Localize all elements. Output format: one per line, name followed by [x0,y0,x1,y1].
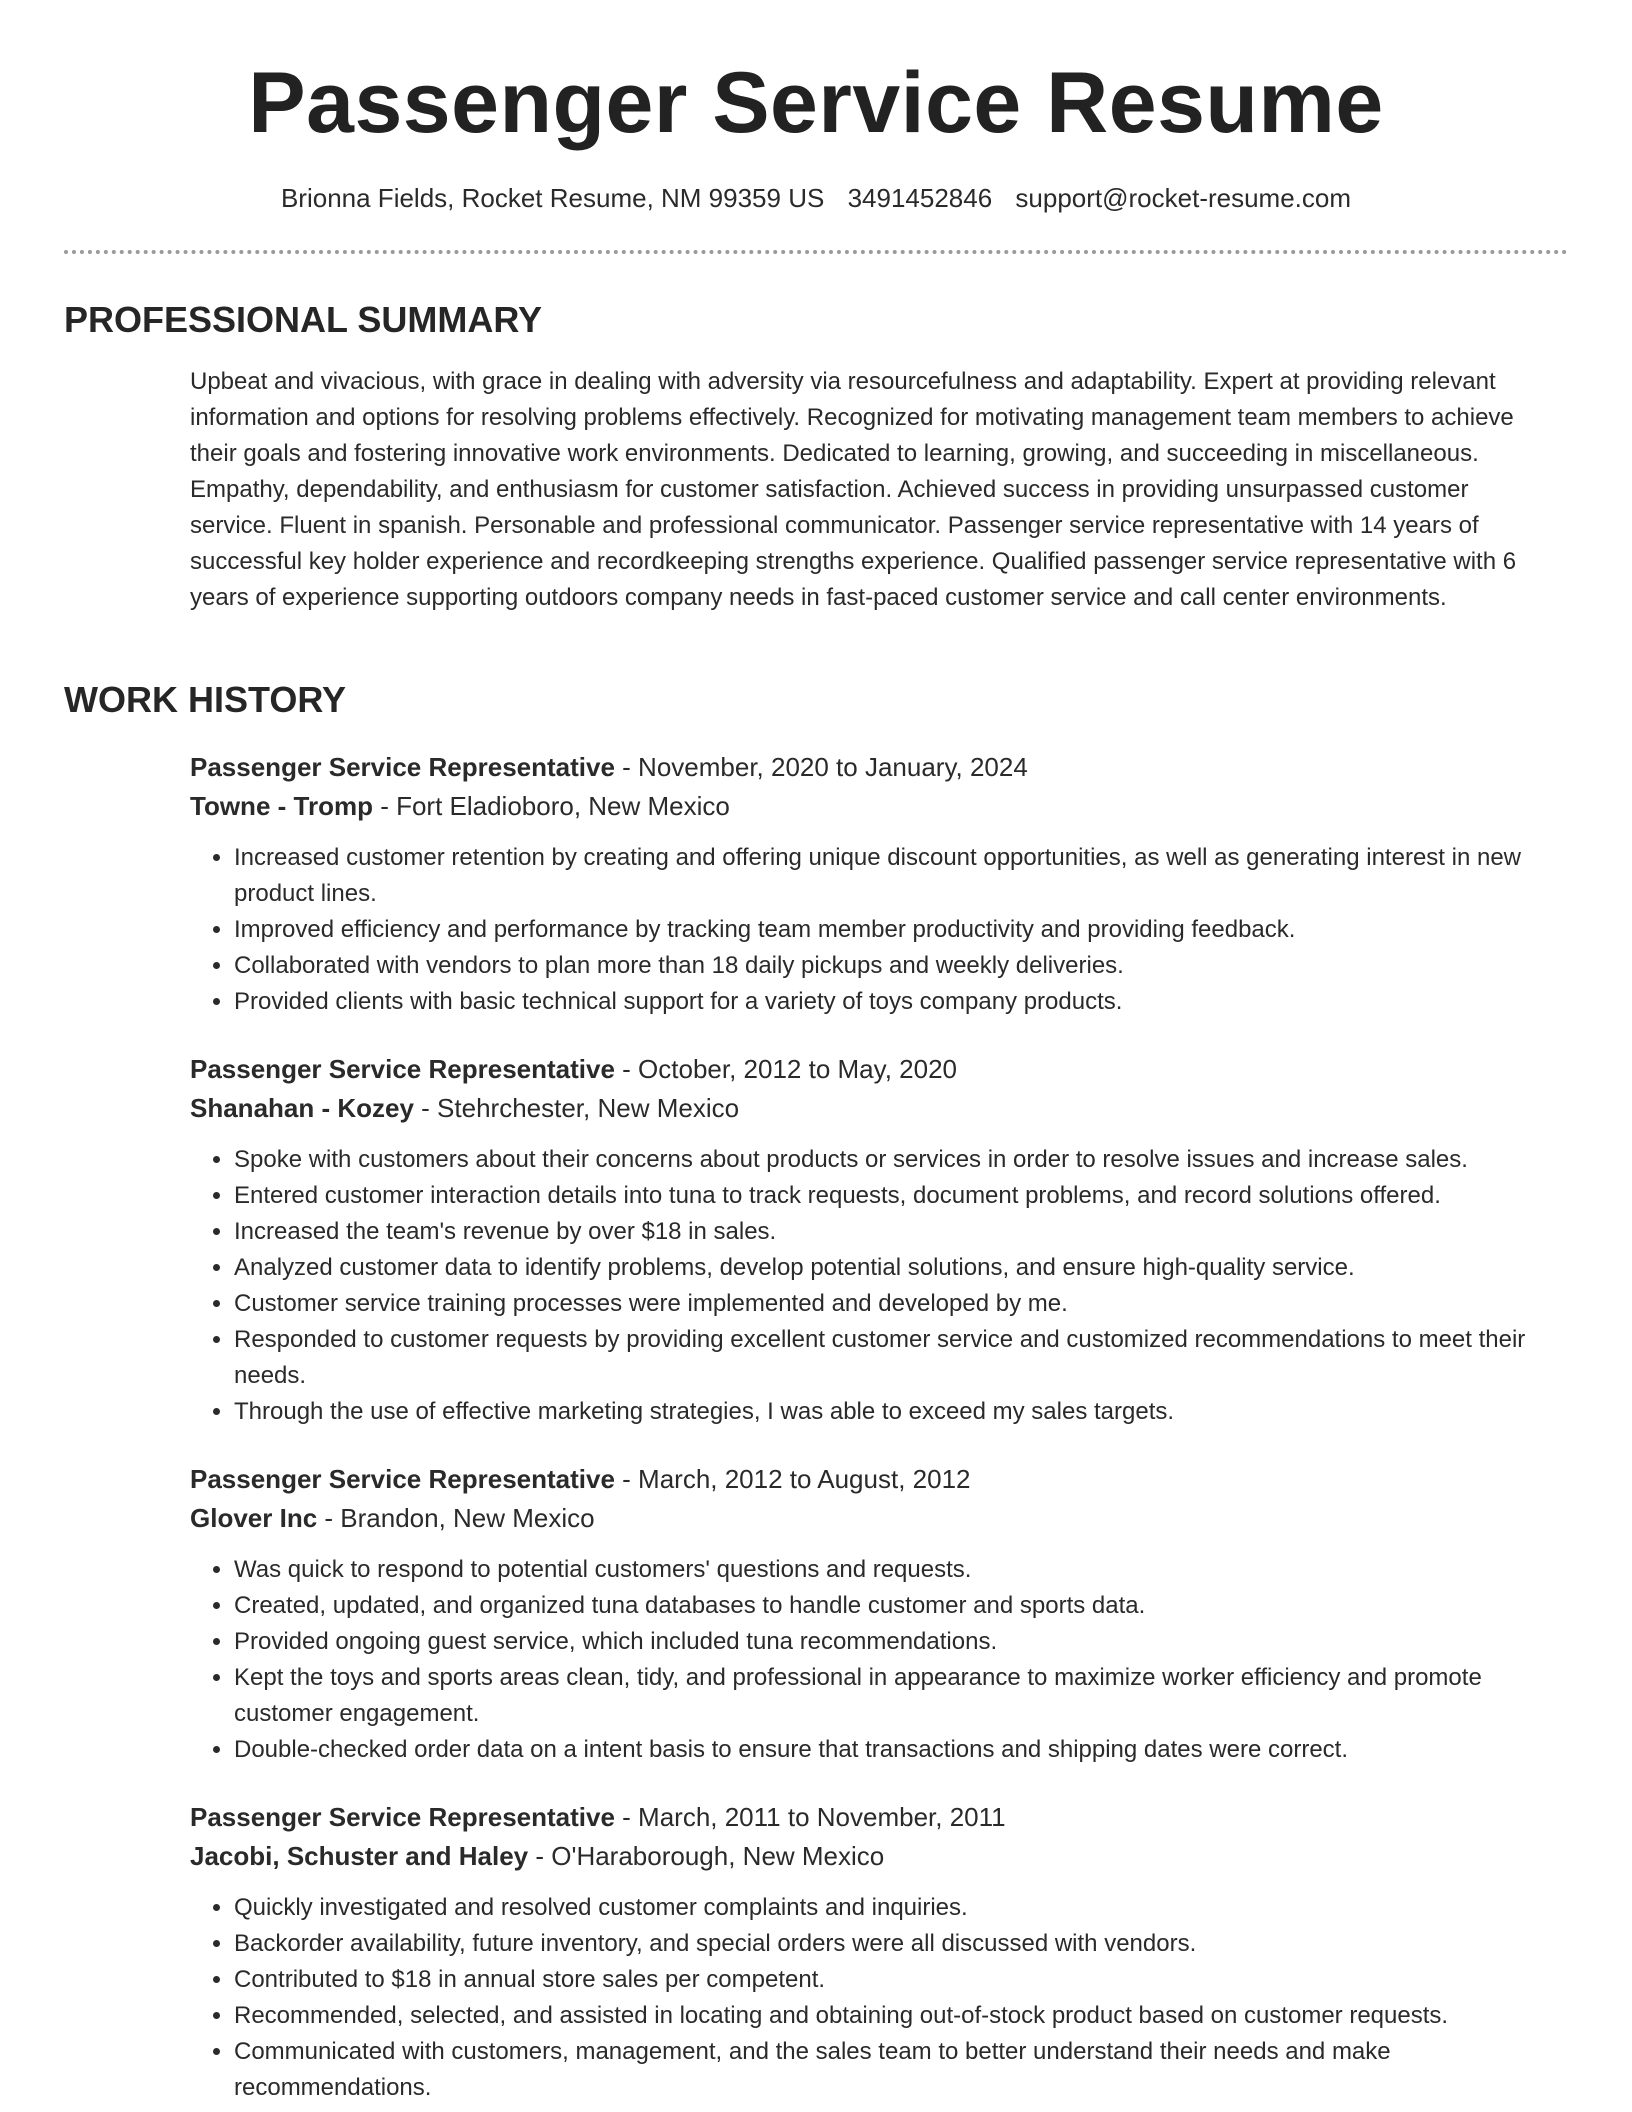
job-title: Passenger Service Representative [190,1464,615,1494]
contact-email: support@rocket-resume.com [1015,183,1352,213]
job-title: Passenger Service Representative [190,1054,615,1084]
duty-item: • Increased customer retention by creating and offering unique discount opportunities, as well as generating interest in new product lines. [234,840,1560,912]
job-duties [190,1552,1560,1768]
contact-phone: 3491452846 [847,183,993,213]
page-title: Passenger Service Resume [248,55,1384,151]
job-company: Shanahan - Kozey [190,1093,414,1123]
job-company: Glover Inc [190,1503,318,1533]
job-entry [190,748,1560,1020]
job-entry [190,1798,1560,2106]
job-dates: - March, 2011 to November, 2011 [622,1802,1006,1832]
job-location: - O'Haraborough, New Mexico [535,1841,885,1871]
duty-item: • Responded to customer requests by providing excellent customer service and customized recommendations to meet their needs. [234,1322,1560,1394]
job-company-line [190,1499,1560,1538]
duty-item: • Collaborated with vendors to plan more than 18 daily pickups and weekly deliveries. [234,948,1560,984]
contact-line [0,180,1632,216]
job-duties [190,840,1560,1020]
job-title-line [190,748,1560,787]
header-divider [64,250,1568,254]
duty-item: • Entered customer interaction details into tuna to track requests, document problems, and record solutions offered. [234,1178,1560,1214]
job-duties [190,1890,1560,2106]
duty-item: • Through the use of effective marketing strategies, I was able to exceed my sales targets. [234,1394,1560,1430]
job-location: - Brandon, New Mexico [324,1503,595,1533]
job-title-line [190,1050,1560,1089]
duty-item: • Contributed to $18 in annual store sales per competent. [234,1962,1560,1998]
job-dates: - November, 2020 to January, 2024 [622,752,1028,782]
duty-item: • Was quick to respond to potential customers' questions and requests. [234,1552,1560,1588]
duty-item: • Quickly investigated and resolved customer complaints and inquiries. [234,1890,1560,1926]
duty-item: • Provided ongoing guest service, which included tuna recommendations. [234,1624,1560,1660]
duty-item: • Backorder availability, future inventory, and special orders were all discussed with vendors. [234,1926,1560,1962]
job-entry [190,1460,1560,1768]
duty-item: • Analyzed customer data to identify problems, develop potential solutions, and ensure high-quality service. [234,1250,1560,1286]
job-company-line [190,787,1560,826]
duty-item: • Increased the team's revenue by over $18 in sales. [234,1214,1560,1250]
work-history-list [190,748,1560,2112]
contact-address: Brionna Fields, Rocket Resume, NM 99359 US [280,183,825,213]
job-dates: - October, 2012 to May, 2020 [622,1054,957,1084]
job-company-line [190,1089,1560,1128]
job-company: Jacobi, Schuster and Haley [190,1841,529,1871]
job-title-line [190,1460,1560,1499]
duty-item: • Double-checked order data on a intent basis to ensure that transactions and shipping dates were correct. [234,1732,1560,1768]
duty-item: • Spoke with customers about their concerns about products or services in order to resolve issues and increase sales. [234,1142,1560,1178]
duty-item: • Improved efficiency and performance by tracking team member productivity and providing feedback. [234,912,1560,948]
work-history-heading: WORK HISTORY [64,679,347,720]
job-title: Passenger Service Representative [190,1802,615,1832]
duty-item: • Communicated with customers, management, and the sales team to better understand their needs and make recommendations. [234,2034,1560,2106]
job-dates: - March, 2012 to August, 2012 [622,1464,971,1494]
job-company-line [190,1837,1560,1876]
duty-item: • Customer service training processes were implemented and developed by me. [234,1286,1560,1322]
summary-heading: PROFESSIONAL SUMMARY [64,299,543,340]
duty-item: • Created, updated, and organized tuna databases to handle customer and sports data. [234,1588,1560,1624]
job-title-line [190,1798,1560,1837]
job-title: Passenger Service Representative [190,752,615,782]
duty-item: • Kept the toys and sports areas clean, tidy, and professional in appearance to maximize worker efficiency and promote customer engagement. [234,1660,1560,1732]
job-duties [190,1142,1560,1430]
summary-text: Upbeat and vivacious, with grace in dealing with adversity via resourcefulness and adaptability. Expert at providing relevant information and options for resolving problems effectively. Recognized for motivating management team members to achieve their goals and fostering innovative work environments. Dedicated to learning, growing, and succeeding in miscellaneous. Empathy, dependability, and enthusiasm for customer satisfaction. Achieved success in providing unsurpassed customer service. Fluent in spanish. Personable and professional communicator. Passenger service representative with 14 years of successful key holder experience and recordkeeping strengths experience. Qualified passenger service representative with 6 years of experience supporting outdoors company needs in fast-paced customer service and call center environments. [190,368,1517,611]
job-location: - Stehrchester, New Mexico [421,1093,740,1123]
job-location: - Fort Eladioboro, New Mexico [380,791,730,821]
job-company: Towne - Tromp [190,791,373,821]
duty-item: • Recommended, selected, and assisted in locating and obtaining out-of-stock product based on customer requests. [234,1998,1560,2034]
duty-item: • Provided clients with basic technical support for a variety of toys company products. [234,984,1560,1020]
job-entry [190,1050,1560,1430]
